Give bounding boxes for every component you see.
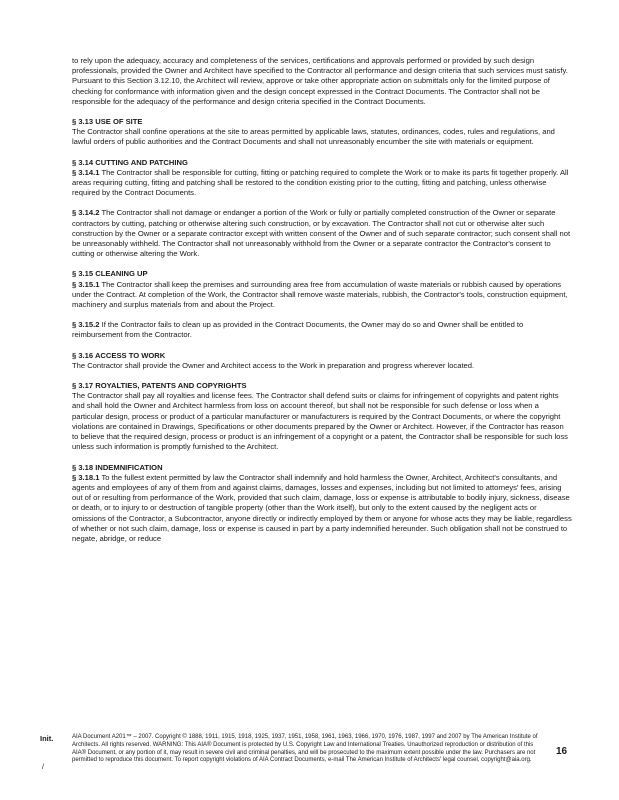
section-heading: § 3.17 ROYALTIES, PATENTS AND COPYRIGHTS — [72, 381, 247, 391]
paragraph-text: The Contractor shall keep the premises and surrounding area free from accumulation of waste materials or rubbish caused by operations under the Contract. At completion of the Work, the Contractor shall remove waste materials, rubbish, the Contractor's tools, construction equipment, machinery and surplus materials from and about the Project. — [72, 279, 568, 310]
section-3-18 — [72, 463, 572, 545]
section-paragraph — [72, 280, 572, 311]
section-paragraph — [72, 391, 572, 452]
section-paragraph — [72, 473, 572, 544]
section-paragraph — [72, 208, 572, 259]
intro-paragraph: to rely upon the adequacy, accuracy and completeness of the services, certifications and approvals performed or provided by such design professionals, provided the Owner and Architect have specified to the Contractor all performance and design criteria that such services must satisfy. Pursuant to this Section 3.12.10, the Architect will review, approve or take other appropriate action on submittals only for the limited purpose of checking for conformance with information given and the design concept expressed in the Contract Documents. The Contractor shall not be responsible for the adequacy of the performance and design criteria specified in the Contract Documents. — [72, 56, 568, 106]
paragraph-text: If the Contractor fails to clean up as provided in the Contract Documents, the Owner may do so and Owner shall be entitled to reimbursement from the Contractor. — [72, 320, 524, 340]
paragraph-text: The Contractor shall be responsible for cutting, fitting or patching required to complete the Work or to make its parts fit together properly. All areas requiring cutting, fitting and patching shall be restored to the condition existing prior to the cutting, fitting and patching, unless otherwise required by the Contract Documents. — [72, 167, 569, 198]
section-heading: § 3.18 INDEMNIFICATION — [72, 462, 163, 472]
paragraph-text: To the fullest extent permitted by law the Contractor shall indemnify and hold harmless the Owner, Architect, Architect's consultants, and agents and employees of any of them from and against claims, damages, losses and expenses, including but not limited to attorneys' fees, arising out of or resulting from performance of the Work, provided that such claim, damage, loss or expense is attributable to bodily injury, sickness, disease or death, or to injury to or destruction of tangible property (other than the Work itself), but only to the extent caused by the negligent acts or omissions of the Contractor, a Subcontractor, anyone directly or indirectly employed by them or anyone for whose acts they may be liable, regardless of whether or not such claim, damage, loss or expense is caused in part by a party indemnified hereunder. Such obligation shall not be construed to negate, abridge, or reduce — [72, 472, 572, 543]
subsection-number: § 3.18.1 — [72, 472, 100, 482]
page-number: 16 — [556, 746, 568, 757]
section-heading: § 3.14 CUTTING AND PATCHING — [72, 157, 188, 167]
copyright-notice: AIA Document A201™ – 2007. Copyright © 1888, 1911, 1915, 1918, 1925, 1937, 1951, 1958, 1961, 1963, 1966, 1970, 1976, 1987, 1997 and 2007 by The American Institute of Architects. All rights reserved. WARNING: This AIA® Document is protected by U.S. Copyright Law and International Treaties. Unauthorized reproduction or distribution of this AIA® Document, or any portion of it, may result in severe civil and criminal penalties, and will be prosecuted to the maximum extent possible under the law. Purchasers are not permitted to reproduce this document. To report copyright violations of AIA Contract Documents, e-mail The American Institute of Architects' legal counsel, copyright@aia.org. — [72, 734, 538, 764]
section-3-16 — [72, 351, 572, 371]
initials-slash: / — [42, 764, 44, 771]
section-heading: § 3.13 USE OF SITE — [72, 117, 143, 127]
section-paragraph — [72, 361, 572, 371]
subsection-number: § 3.15.1 — [72, 279, 100, 289]
section-3-17 — [72, 381, 572, 452]
section-paragraph — [72, 168, 572, 199]
paragraph-text: The Contractor shall not damage or endanger a portion of the Work or fully or partially completed construction of the Owner or separate contractors by cutting, patching or otherwise altering such construction, or by excavation. The Contractor shall not cut or otherwise alter such construction by the Owner or a separate contractor except with written consent of the Owner and of such separate contractor; such consent shall not be unreasonably withheld. The Contractor shall not unreasonably withhold from the Owner or a separate contractor the Contractor's consent to cutting or otherwise altering the Work. — [72, 208, 571, 259]
section-3-14 — [72, 158, 572, 260]
subsection-number: § 3.14.2 — [72, 208, 100, 218]
section-heading: § 3.16 ACCESS TO WORK — [72, 350, 166, 360]
paragraph-text: The Contractor shall pay all royalties and license fees. The Contractor shall defend suits or claims for infringement of copyrights and patent rights and shall hold the Owner and Architect harmless from loss on account thereof, but shall not be responsible for such defense or loss when a particular design, process or product of a particular manufacturer or manufacturers is required by the Contract Documents, or where the copyright violations are contained in Drawings, Specifications or other documents prepared by the Owner or Architect. However, if the Contractor has reason to believe that the required design, process or product is an infringement of a copyright or a patent, the Contractor shall be responsible for such loss unless such information is promptly furnished to the Architect. — [72, 391, 568, 452]
paragraph-text: The Contractor shall confine operations at the site to areas permitted by applicable laws, statutes, ordinances, codes, rules and regulations, and lawful orders of public authorities and the Contract Documents and shall not unreasonably encumber the site with materials or equipment. — [72, 127, 555, 147]
section-paragraph — [72, 320, 572, 340]
subsection-number: § 3.15.2 — [72, 320, 100, 330]
initials-label: Init. — [40, 734, 54, 743]
section-3-13 — [72, 117, 572, 148]
subsection-number: § 3.14.1 — [72, 167, 100, 177]
section-heading: § 3.15 CLEANING UP — [72, 269, 148, 279]
document-body — [72, 56, 572, 554]
section-3-15 — [72, 269, 572, 340]
section-paragraph — [72, 127, 572, 147]
paragraph-text: The Contractor shall provide the Owner and Architect access to the Work in preparation and progress wherever located. — [72, 360, 475, 370]
